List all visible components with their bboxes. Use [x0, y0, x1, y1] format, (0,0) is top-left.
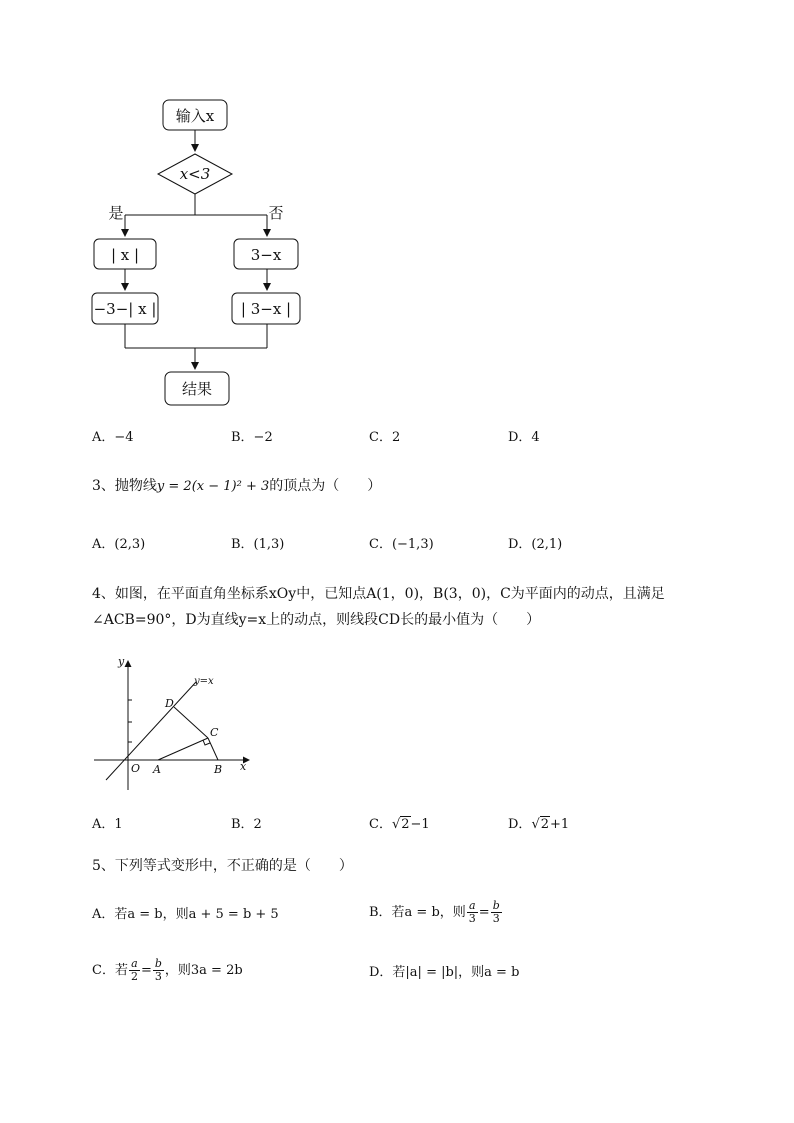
segment-ac: [158, 738, 208, 760]
q5-option-c-frac2: $\frac{b}{3}$: [154, 957, 162, 983]
segment-cb: [208, 738, 218, 760]
q5-option-b-frac2: $\frac{b}{3}$: [492, 899, 500, 925]
q5-option-c-eq: =: [140, 963, 152, 978]
q4-option-c[interactable]: [369, 816, 430, 834]
q4-option-d[interactable]: [508, 816, 569, 834]
q5-option-b-frac1: $\frac{a}{3}$: [468, 899, 476, 925]
q5-option-c-suffix: ，则3a = 2b: [164, 963, 243, 978]
x-axis-label: x: [240, 760, 247, 773]
q3-option-d[interactable]: D．(2,1): [508, 537, 563, 552]
flowchart: [80, 90, 292, 410]
right2-label: | 3−x |: [240, 300, 292, 318]
q4-option-c-prefix: C．: [369, 817, 392, 832]
q2-option-b[interactable]: B．−2: [231, 430, 273, 445]
q4-option-a[interactable]: A．1: [92, 817, 123, 832]
q2-option-c[interactable]: C．2: [369, 430, 401, 445]
point-o-label: O: [131, 762, 141, 775]
q4-option-c-root: 2: [401, 817, 410, 832]
input-label: 输入x: [175, 107, 215, 125]
point-c-label: C: [210, 726, 219, 739]
q5-option-c[interactable]: [92, 958, 243, 983]
yes-label: 是: [108, 204, 124, 222]
q4-figure: [88, 652, 258, 792]
q4-option-d-suffix: +1: [550, 817, 570, 832]
y-axis-label: y: [118, 655, 125, 668]
q3-suffix: 的顶点为（ ）: [269, 478, 382, 494]
q4-option-c-radical: √: [391, 817, 401, 832]
line-label: y=x: [194, 676, 214, 687]
left2-label: −3−| x |: [93, 300, 157, 318]
q3-stem: [92, 476, 381, 497]
q5-stem: 5、下列等式变形中，不正确的是（ ）: [92, 858, 353, 874]
right1-label: 3−x: [250, 246, 282, 264]
q4-stem-line2: ∠ACB=90°，D为直线y=x上的动点，则线段CD长的最小值为（ ）: [92, 612, 541, 628]
q3-option-c[interactable]: C．(−1,3): [369, 537, 434, 552]
q4-stem-line1: 4、如图，在平面直角坐标系xOy中，已知点A(1，0)，B(3，0)，C为平面内的动点，且满足: [92, 586, 665, 602]
q3-option-a[interactable]: A．(2,3): [92, 537, 146, 552]
q5-option-b[interactable]: [369, 900, 503, 925]
q4-option-b[interactable]: B．2: [231, 817, 262, 832]
q4-option-c-suffix: −1: [410, 817, 430, 832]
q5-option-c-prefix: C．若: [92, 963, 128, 978]
point-a-label: A: [153, 763, 161, 776]
q4-option-d-root: 2: [540, 817, 550, 832]
no-label: 否: [268, 204, 284, 222]
q3-formula: y = 2(x − 1)² + 3: [156, 479, 270, 494]
q5-option-b-eq: =: [478, 905, 490, 920]
condition-label: x<3: [179, 165, 211, 183]
q3-prefix: 3、抛物线: [92, 478, 157, 494]
q5-option-b-prefix: B．若a = b，则: [369, 905, 466, 920]
q4-option-d-prefix: D．: [508, 817, 532, 832]
q5-option-a[interactable]: A．若a = b，则a + 5 = b + 5: [92, 907, 279, 922]
q5-option-d[interactable]: D．若|a| = |b|，则a = b: [369, 965, 520, 980]
q2-option-d[interactable]: D．4: [508, 430, 540, 445]
q3-option-b[interactable]: B．(1,3): [231, 537, 285, 552]
point-d-label: D: [165, 697, 174, 710]
q5-option-c-frac1: $\frac{a}{2}$: [130, 957, 138, 983]
q2-option-a[interactable]: A．−4: [92, 430, 134, 445]
result-label: 结果: [181, 380, 213, 398]
left1-label: | x |: [110, 246, 140, 264]
point-b-label: B: [214, 763, 223, 776]
segment-dc: [174, 707, 208, 738]
q4-option-d-radical: √: [531, 817, 540, 832]
line-y-eq-x: [106, 682, 196, 780]
